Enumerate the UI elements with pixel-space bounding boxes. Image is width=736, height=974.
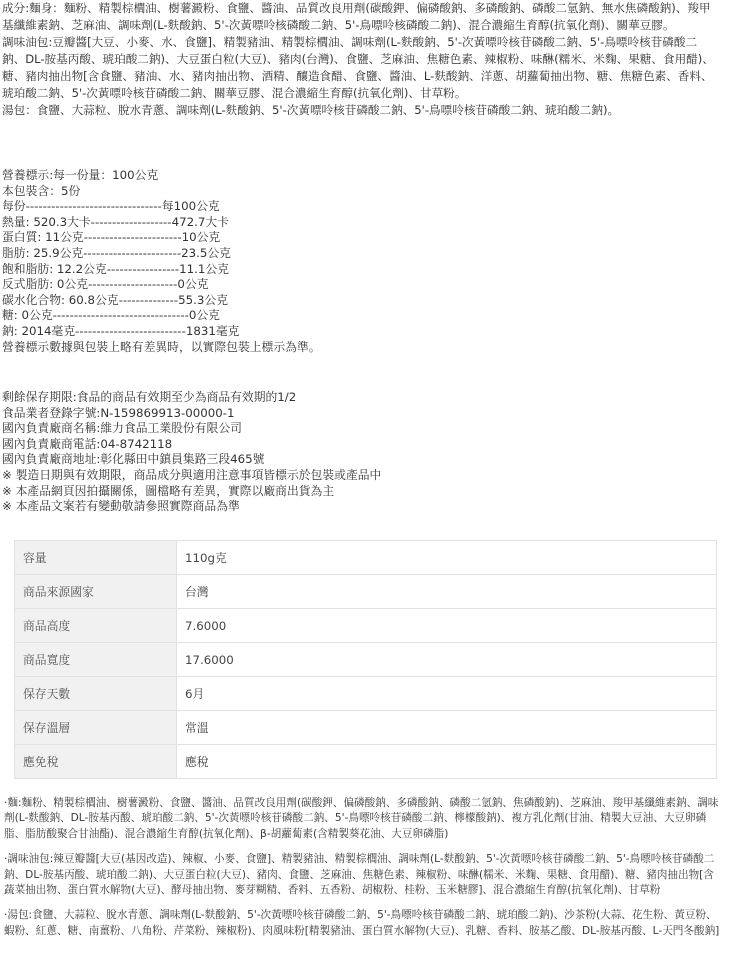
shelf-life-line: 剩餘保存期限:食品的商品有效期至少為商品有效期的1/2 — [2, 390, 297, 404]
nutrition-section — [2, 168, 718, 355]
ingredients-section — [2, 0, 718, 119]
spec-label-capacity: 容量 — [15, 541, 177, 575]
spec-label-tax: 應免稅 — [15, 745, 177, 779]
nutrition-line: 每份--------------------------------每100公克 — [2, 199, 220, 214]
notice-line: ※ 本產品網頁因拍攝關係，圖檔略有差異，實際以廠商出貨為主 — [2, 483, 335, 498]
nutrition-line: 碳水化合物: 60.8公克--------------55.3公克 — [2, 292, 229, 307]
registration-number-line: 食品業者登錄字號:N-159869913-00000-1 — [2, 405, 235, 420]
nutrition-line: 飽和脂肪: 12.2公克-----------------11.1公克 — [2, 261, 229, 276]
spec-label-storage-temp: 保存溫層 — [15, 711, 177, 745]
product-info-section — [2, 390, 718, 515]
spec-label-width: 商品寬度 — [15, 643, 177, 677]
ingredients-soup-packet: 湯包：食鹽、大蒜粒、脫水青蔥、調味劑(L-麩酸鈉、5'-次黃嘌呤核苷磷酸二鈉、5'-鳥嘌呤核苷磷酸二鈉、琥珀酸二鈉)。 — [2, 103, 620, 117]
ingredients-oil-packet: 調味油包:豆瓣醬[大豆、小麥、水、食鹽]、精製豬油、精製棕櫚油、調味劑(L-麩酸鈉、5'-次黃嘌呤核苷磷酸二鈉、5'-鳥嘌呤核苷磷酸二鈉、DL-胺基丙酸、琥珀酸二鈉)、大豆蛋白粒(大豆)、豬肉(台灣)、食鹽、芝麻油、焦糖色素、辣椒粉、味醂(糯米、米麴、果糖、食用醋)、糖、豬肉抽出物[含食鹽、豬油、水、豬肉抽出物、酒精、釀造食醋、食鹽、醬油、L-麩酸鈉、洋蔥、胡蘿蔔抽出物、糖、焦糖色素、香料、琥珀酸二鈉、5'-次黃嘌呤核苷磷酸二鈉、關華豆膠、混合濃縮生育醇(抗氧化劑)、甘草粉。 — [2, 35, 714, 100]
manufacturer-phone-line: 國內負責廠商電話:04-8742118 — [2, 436, 173, 451]
spec-value-storage-temp: 常溫 — [177, 711, 717, 745]
spec-value-height: 7.6000 — [177, 609, 717, 643]
spec-table — [14, 540, 717, 779]
table-row — [15, 541, 717, 575]
bottom-ingredients-soup-packet: ‧湯包:食鹽、大蒜粒、脫水青蔥、調味劑(L-麩酸鈉、5'-次黃嘌呤核苷磷酸二鈉、5'-鳥嘌呤核苷磷酸二鈉、琥珀酸二鈉)、沙茶粉(大蒜、花生粉、黃豆粉、蝦粉、紅蔥、糖、南薑粉、八角粉、芹菜粉、辣椒粉)、肉風味粉[精製豬油、蛋白質水解物(大豆)、乳糖、香料、胺基乙酸、DL-胺基丙酸、L-天門冬酸鈉] — [4, 909, 720, 937]
nutrition-line: 鈉: 2014毫克--------------------------1831毫克 — [2, 323, 240, 338]
nutrition-line: 本包裝含：5份 — [2, 183, 81, 198]
spec-value-shelf-days: 6月 — [177, 677, 717, 711]
nutrition-line: 熱量: 520.3大卡-------------------472.7大卡 — [2, 214, 229, 229]
table-row — [15, 609, 717, 643]
spec-label-origin: 商品來源國家 — [15, 575, 177, 609]
notice-line: ※ 本產品文案若有變動敬請參照實際商品為準 — [2, 499, 240, 514]
table-row — [15, 745, 717, 779]
spec-value-tax: 應稅 — [177, 745, 717, 779]
table-row — [15, 575, 717, 609]
table-row — [15, 677, 717, 711]
spec-label-shelf-days: 保存天數 — [15, 677, 177, 711]
nutrition-note: 營養標示數據與包裝上略有差異時，以實際包裝上標示為準。 — [2, 339, 321, 354]
nutrition-line: 脂肪: 25.9公克-----------------------23.5公克 — [2, 245, 231, 260]
spec-label-height: 商品高度 — [15, 609, 177, 643]
notice-line: ※ 製造日期與有效期限，商品成分與適用注意事項皆標示於包裝或產品中 — [2, 467, 382, 482]
nutrition-line: 蛋白質: 11公克-----------------------10公克 — [2, 230, 221, 245]
nutrition-line: 反式脂肪: 0公克---------------------0公克 — [2, 277, 209, 292]
bottom-ingredients-section — [4, 796, 720, 939]
bottom-ingredients-oil-packet: ‧調味油包:辣豆瓣醬[大豆(基因改造)、辣椒、小麥、食鹽]、精製豬油、精製棕櫚油、調味劑(L-麩酸鈉、5'-次黃嘌呤核苷磷酸二鈉、5'-鳥嘌呤核苷磷酸二鈉、DL-胺基丙酸、琥珀酸二鈉)、大豆蛋白粒(大豆)、豬肉、食鹽、芝麻油、焦糖色素、辣椒粉、味醂(糯米、米麴、果糖、食用醋)、糖、豬肉抽出物[含蔬菜抽出物、蛋白質水解物(大豆)、酵母抽出物、麥芽糊精、香料、五香粉、胡椒粉、桂粉、玉米糖膠]、混合濃縮生育醇(抗氧化劑)、甘草粉 — [4, 853, 715, 897]
bottom-ingredients-noodle: ‧麵:麵粉、精製棕櫚油、樹薯澱粉、食鹽、醬油、品質改良用劑(碳酸鉀、偏磷酸鈉、多磷酸鈉、磷酸二氫鈉、焦磷酸鈉)、芝麻油、羧甲基纖維素鈉、調味劑(L-麩酸鈉、DL-胺基丙酸、琥珀酸二鈉、5'-次黃嘌呤核苷磷酸二鈉、5'-鳥嘌呤核苷磷酸二鈉、檸檬酸鈉)、複方乳化劑(甘油、精製大豆油、大豆卵磷脂、脂肪酸聚合甘油酯)、混合濃縮生育醇(抗氧化劑)、β-胡蘿蔔素(含精製葵花油、大豆卵磷脂) — [4, 797, 719, 840]
spec-value-width: 17.6000 — [177, 643, 717, 677]
manufacturer-address-line: 國內負責廠商地址:彰化縣田中鎮員集路三段465號 — [2, 452, 265, 467]
spec-value-origin: 台灣 — [177, 575, 717, 609]
spec-value-capacity: 110g克 — [177, 541, 717, 575]
manufacturer-name-line: 國內負責廠商名稱:維力食品工業股份有限公司 — [2, 421, 242, 436]
table-row — [15, 711, 717, 745]
table-row — [15, 643, 717, 677]
nutrition-line: 糖: 0公克--------------------------------0公克 — [2, 308, 220, 323]
ingredients-noodle: 成分:麵身：麵粉、精製棕櫚油、樹薯澱粉、食鹽、醬油、品質改良用劑(碳酸鉀、偏磷酸鈉、多磷酸鈉、磷酸二氫鈉、無水焦磷酸鈉)、羧甲基纖維素鈉、芝麻油、調味劑(L-麩酸鈉、5'-次黃嘌呤核磷酸二鈉、5'-鳥嘌呤核磷酸二鈉)、混合濃縮生育醇(抗氧化劑)、關華豆膠。 — [2, 1, 711, 32]
nutrition-line: 營養標示:每一份量：100公克 — [2, 168, 159, 182]
